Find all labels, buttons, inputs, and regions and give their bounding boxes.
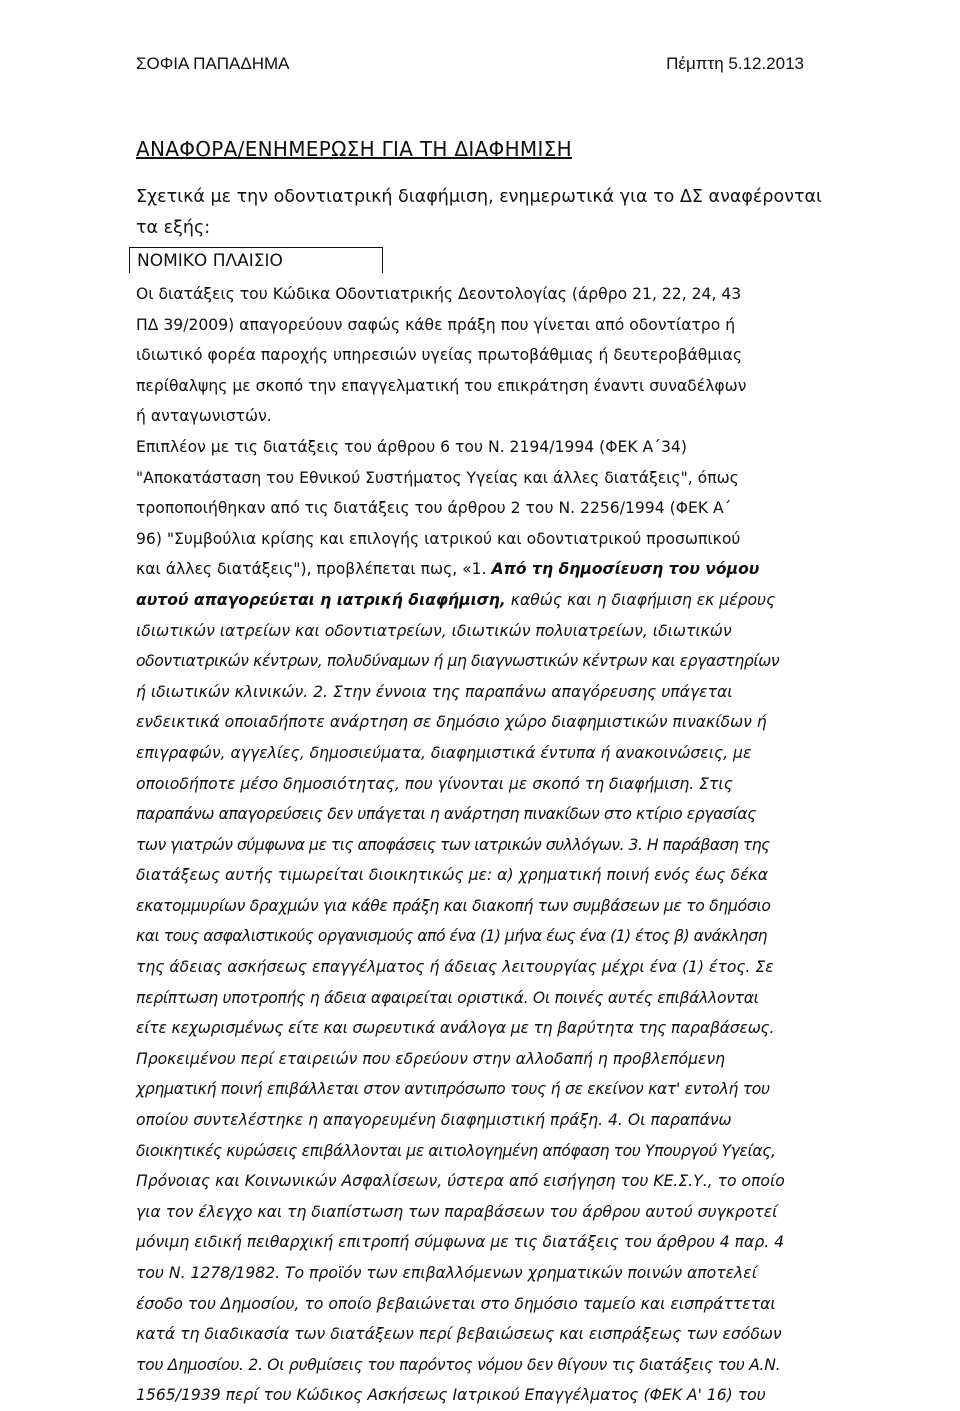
text-line: του Δημοσίου. 2. Οι ρυθμίσεις του παρόντος νόμου δεν θίγουν τις διατάξεις του Α.Ν. [136,1355,781,1374]
text-line: χρηματική ποινή επιβάλλεται στον αντιπρόσωπο τους ή σε εκείνον κατ' εντολή του [136,1080,770,1099]
italic-segment: καθώς και η διαφήμιση εκ μέρους [505,590,776,609]
text-line: ή ιδιωτικών κλινικών. 2. Στην έννοια της παραπάνω απαγόρευσης υπάγεται [136,682,733,701]
text-line: "Αποκατάσταση του Εθνικού Συστήματος Υγείας και άλλες διατάξεις", όπως [136,468,739,487]
text-line: είτε κεχωρισμένως είτε και σωρευτικά ανάλογα με τη βαρύτητα της παραβάσεως. [136,1019,775,1038]
text-line: 96) "Συμβούλια κρίσης και επιλογής ιατρικού και οδοντιατρικού προσωπικού [136,529,741,548]
text-line: Επιπλέον με τις διατάξεις του άρθρου 6 του Ν. 2194/1994 (ΦΕΚ Α΄34) [136,437,687,456]
text-line: Πρόνοιας και Κοινωνικών Ασφαλίσεων, ύστερα από εισήγηση του ΚΕ.Σ.Υ., το οποίο [136,1172,785,1191]
text-line: της άδειας ασκήσεως επαγγέλματος ή άδειας λειτουργίας μέχρι ένα (1) έτος. Σε [136,958,774,977]
text-line: ιδιωτικών ιατρείων και οδοντιατρείων, ιδιωτικών πολυιατρείων, ιδιωτικών [136,621,732,640]
text-line [136,585,812,616]
intro-paragraph [136,182,836,244]
text-line: ΠΔ 39/2009) απαγορεύουν σαφώς κάθε πράξη που γίνεται από οδοντίατρο ή [136,315,736,334]
text-line: διοικητικές κυρώσεις επιβάλλονται με αιτιολογημένη απόφαση του Υπουργού Υγείας, [136,1141,776,1160]
text-line: του Ν. 1278/1982. Το προϊόν των επιβαλλόμενων χρηματικών ποινών αποτελεί [136,1264,757,1282]
text-line: ενδεικτικά οποιαδήποτε ανάρτηση σε δημόσιο χώρο διαφημιστικών πινακίδων ή [136,713,767,732]
document-title: ΑΝΑΦΟΡΑ/ΕΝΗΜΕΡΩΣΗ ΓΙΑ ΤΗ ΔΙΑΦΗΜΙΣΗ [136,137,572,161]
text-line: και τους ασφαλιστικούς οργανισμούς από ένα (1) μήνα έως ένα (1) έτος β) ανάκληση [136,927,767,946]
text-line: Οι διατάξεις του Κώδικα Οδοντιατρικής Δεοντολογίας (άρθρο 21, 22, 24, 43 [136,285,742,303]
text-line: των γιατρών σύμφωνα με τις αποφάσεις των ιατρικών συλλόγων. 3. Η παράβαση της [136,835,770,854]
text-line: παραπάνω απαγορεύσεις δεν υπάγεται η ανάρτηση πινακίδων στο κτίριο εργασίας [136,805,756,824]
text-line: εκατομμυρίων δραχμών για κάθε πράξη και διακοπή των συμβάσεων με το δημόσιο [136,896,771,915]
text-line: κατά τη διαδικασία των διατάξεων περί βεβαιώσεως και εισπράξεως των εσόδων [136,1325,782,1344]
text-line: ή ανταγωνιστών. [136,407,272,426]
text-line: τροποποιήθηκαν από τις διατάξεις του άρθρου 2 του Ν. 2256/1994 (ΦΕΚ Α΄ [136,499,732,518]
text-line: περίθαλψης με σκοπό την επαγγελματική του επικράτηση έναντι συναδέλφων [136,376,747,395]
author-name: ΣΟΦΙΑ ΠΑΠΑΔΗΜΑ [136,54,290,73]
text-line: οδοντιατρικών κέντρων, πολυδύναμων ή μη διαγνωστικών κέντρων και εργαστηρίων [136,652,780,671]
section-label-box: ΝΟΜΙΚΟ ΠΛΑΙΣΙΟ [129,247,383,273]
text-line: οποίου συντελέστηκε η απαγορευμένη διαφημιστική πράξη. 4. Οι παραπάνω [136,1111,732,1130]
intro-line: Σχετικά με την οδοντιατρική διαφήμιση, ενημερωτικά για το ΔΣ αναφέρονται [136,187,822,207]
document-date: Πέμπτη 5.12.2013 [666,54,804,73]
text-line: περίπτωση υποτροπής η άδεια αφαιρείται οριστικά. Οι ποινές αυτές επιβάλλονται [136,988,759,1007]
text-line: έσοδο του Δημοσίου, το οποίο βεβαιώνεται στο δημόσιο ταμείο και εισπράττεται [136,1294,776,1313]
text-segment: και άλλες διατάξεις"), προβλέπεται πως, «1. [136,560,492,579]
bold-italic-segment: Από τη δημοσίευση του νόμου [491,560,760,579]
bold-italic-segment: αυτού απαγορεύεται η ιατρική διαφήμιση, [136,590,506,609]
text-line: οποιοδήποτε μέσο δημοσιότητας, που γίνονται με σκοπό τη διαφήμιση. Στις [136,774,733,793]
text-line: επιγραφών, αγγελίες, δημοσιεύματα, διαφημιστικά έντυπα ή ανακοινώσεις, με [136,743,752,762]
text-line: ιδιωτικό φορέα παροχής υπηρεσιών υγείας πρωτοβάθμιας ή δευτεροβάθμιας [136,346,742,365]
legal-framework-text [136,279,812,1411]
text-line: μόνιμη ειδική πειθαρχική επιτροπή σύμφωνα με τις διατάξεις του άρθρου 4 παρ. 4 [136,1233,785,1252]
text-line: διατάξεως αυτής τιμωρείται διοικητικώς με: α) χρηματική ποινή ενός έως δέκα [136,866,768,885]
text-line: για τον έλεγχο και τη διαπίστωση των παραβάσεων του άρθρου αυτού συγκροτεί [136,1202,778,1221]
text-line: Προκειμένου περί εταιρειών που εδρεύουν στην αλλοδαπή η προβλεπόμενη [136,1049,726,1068]
text-line: 1565/1939 περί του Κώδικος Ασκήσεως Ιατρικού Επαγγέλματος (ΦΕΚ Α' 16) του [136,1386,766,1405]
intro-line: τα εξής: [136,218,211,238]
text-line [136,554,812,585]
